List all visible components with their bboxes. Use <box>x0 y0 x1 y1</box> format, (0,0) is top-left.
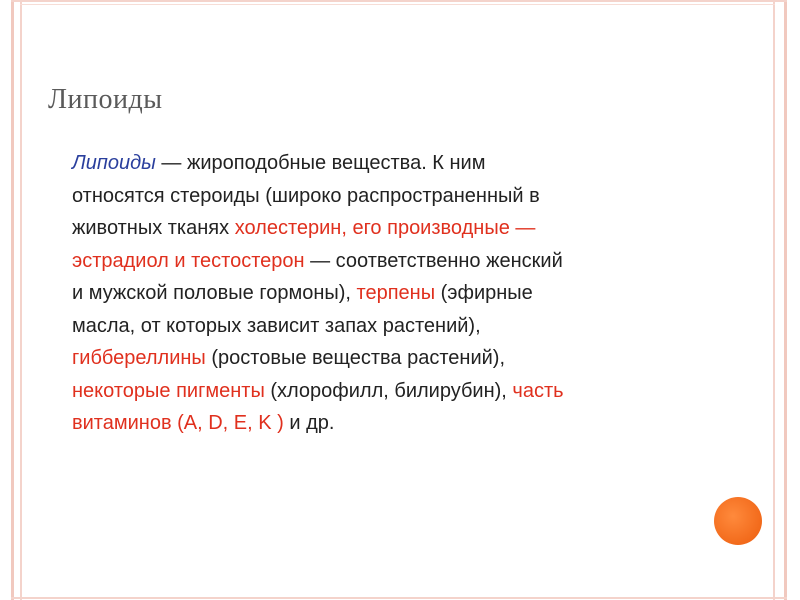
body-line-3 <box>72 212 712 245</box>
body-text-segment: и мужской половые гормоны), <box>72 282 357 304</box>
body-text-segment: относятся стероиды (широко распространенный в <box>72 184 540 207</box>
frame-right-inner-border <box>773 0 775 600</box>
body-text-segment: (ростовые вещества растений), <box>205 347 506 369</box>
frame-top-border <box>11 0 787 2</box>
frame-bottom-border <box>11 597 787 599</box>
highlight-pigments: некоторые пигменты <box>72 379 265 402</box>
body-text-segment: — соответственно женский <box>304 249 563 272</box>
body-line-8 <box>72 375 712 408</box>
body-line-5 <box>72 277 712 310</box>
body-line-6 <box>72 310 712 343</box>
frame-top-inner-border <box>20 4 775 5</box>
frame-left-inner-border <box>20 0 22 600</box>
body-text-segment: — жироподобные вещества. К ним <box>155 152 486 174</box>
term-lipoids: Липоиды <box>72 152 156 174</box>
frame-right-border <box>784 0 787 600</box>
slide-title: Липоиды <box>48 84 163 115</box>
slide-body <box>72 147 712 440</box>
body-text-segment: и др. <box>283 412 335 434</box>
body-text-segment: масла, от которых зависит запах растений), <box>72 314 481 337</box>
body-line-9 <box>72 407 712 440</box>
body-text-segment: животных тканях <box>72 217 235 239</box>
body-line-2 <box>72 180 712 213</box>
body-line-1 <box>72 147 712 180</box>
highlight-hormones: эстрадиол и тестостерон <box>72 249 305 272</box>
highlight-terpenes: терпены <box>356 282 436 304</box>
body-text-segment: (эфирные <box>435 282 533 304</box>
highlight-part: часть <box>512 379 564 402</box>
highlight-cholesterol: холестерин, его производные — <box>234 217 536 239</box>
orange-circle-decoration <box>714 497 762 545</box>
highlight-gibberellins: гиббереллины <box>72 347 206 369</box>
frame-left-border <box>11 0 14 600</box>
highlight-vitamins: витаминов (A, D, E, K ) <box>72 412 284 434</box>
body-line-7 <box>72 342 712 375</box>
body-text-segment: (хлорофилл, билирубин), <box>264 379 513 402</box>
body-line-4 <box>72 245 712 278</box>
